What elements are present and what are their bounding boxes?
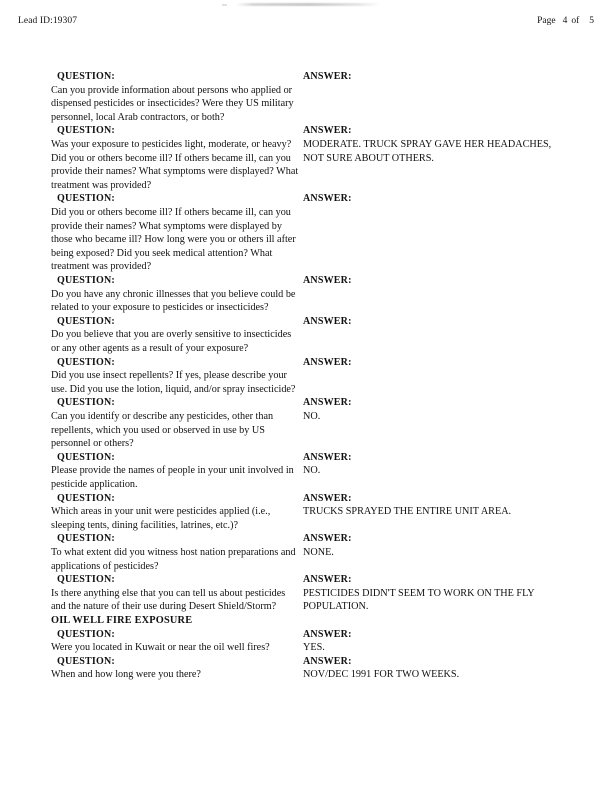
qa-row xyxy=(51,70,567,124)
question-label: QUESTION: xyxy=(57,655,115,667)
answer-text: YES. xyxy=(303,642,325,654)
qa-row xyxy=(51,573,567,614)
question-text: Were you located in Kuwait or near the oil well fires? xyxy=(51,642,270,654)
qa-row xyxy=(51,356,567,397)
page-number xyxy=(537,16,594,26)
question-label: QUESTION: xyxy=(57,574,115,586)
question-label: QUESTION: xyxy=(57,315,115,327)
qa-row xyxy=(51,396,567,450)
answer-column xyxy=(303,573,567,614)
question-text: Please provide the names of people in your unit involved in pesticide application. xyxy=(51,465,294,490)
answer-column xyxy=(303,274,567,288)
question-label: QUESTION: xyxy=(57,397,115,409)
answer-label: ANSWER: xyxy=(303,71,352,82)
qa-row xyxy=(51,451,567,492)
question-label: QUESTION: xyxy=(57,275,115,286)
qa-row xyxy=(51,532,567,573)
answer-text: TRUCKS SPRAYED THE ENTIRE UNIT AREA. xyxy=(303,506,512,518)
answer-label: ANSWER: xyxy=(303,574,352,586)
question-column xyxy=(51,70,299,124)
qa-row xyxy=(51,124,567,192)
qa-row xyxy=(51,274,567,315)
answer-text: MODERATE. TRUCK SPRAY GAVE HER HEADACHES, NOT SURE ABOUT OTHERS. xyxy=(303,138,552,164)
answer-label: ANSWER: xyxy=(303,125,352,137)
answer-text: NOV/DEC 1991 FOR TWO WEEKS. xyxy=(303,669,460,681)
page-number-total: 5 xyxy=(589,16,594,26)
scan-artifact-tick xyxy=(222,4,227,6)
question-text: Which areas in your unit were pesticides applied (i.e., sleeping tents, dining facilities, latrines, etc.)? xyxy=(51,506,271,531)
question-text: To what extent did you witness host nation preparations and applications of pesticides? xyxy=(51,546,296,572)
answer-column xyxy=(303,124,567,165)
answer-column xyxy=(303,655,567,682)
answer-label: ANSWER: xyxy=(303,451,352,463)
question-column xyxy=(51,396,299,450)
answer-column xyxy=(303,70,567,84)
question-column xyxy=(51,315,299,356)
question-text: When and how long were you there? xyxy=(51,669,201,681)
page-header xyxy=(18,16,594,32)
answer-label: ANSWER: xyxy=(303,397,352,409)
question-column xyxy=(51,124,299,192)
qa-row xyxy=(51,492,567,533)
answer-label: ANSWER: xyxy=(303,533,352,545)
question-column xyxy=(51,356,299,397)
question-text: Can you provide information about persons who applied or dispensed pesticides or insecticides? Were they US military personnel, local Arab contractors, or both? xyxy=(51,84,294,123)
question-label: QUESTION: xyxy=(57,125,115,137)
question-label: QUESTION: xyxy=(57,71,115,82)
answer-column xyxy=(303,396,567,423)
qa-row xyxy=(51,315,567,356)
answer-label: ANSWER: xyxy=(303,628,352,640)
page-number-current: 4 xyxy=(562,16,568,26)
question-text: Do you have any chronic illnesses that you believe could be related to your exposure to pesticides or insecticides? xyxy=(51,288,296,314)
question-text: Did you or others become ill? If others became ill, can you provide their names? What symptoms were displayed by those who became ill? How long were you or others ill after being exposed? Did you seek medical attention? What treatment was provided? xyxy=(51,206,296,273)
answer-label: ANSWER: xyxy=(303,356,352,368)
answer-label: ANSWER: xyxy=(303,492,352,504)
answer-column xyxy=(303,628,567,655)
answer-column xyxy=(303,315,567,329)
answer-label: ANSWER: xyxy=(303,193,352,205)
answer-column xyxy=(303,492,567,519)
section-heading: OIL WELL FIRE EXPOSURE xyxy=(51,615,193,626)
question-column xyxy=(51,274,299,315)
question-text: Can you identify or describe any pesticides, other than repellents, which you used or observed in use by US personnel or others? xyxy=(51,410,274,450)
qa-row xyxy=(51,192,567,274)
answer-label: ANSWER: xyxy=(303,655,352,667)
question-column xyxy=(51,451,299,492)
answer-label: ANSWER: xyxy=(303,275,352,286)
answer-label: ANSWER: xyxy=(303,315,352,327)
page-number-word: Page xyxy=(537,16,556,26)
question-text: Is there anything else that you can tell us about pesticides and the nature of their use during Desert Shield/Storm? xyxy=(51,587,286,613)
qa-row xyxy=(51,628,567,655)
answer-column xyxy=(303,532,567,559)
question-label: QUESTION: xyxy=(57,628,115,640)
question-label: QUESTION: xyxy=(57,451,115,463)
answer-text: NO. xyxy=(303,410,321,422)
question-column xyxy=(51,655,299,682)
qa-row xyxy=(51,655,567,682)
question-label: QUESTION: xyxy=(57,356,115,368)
question-label: QUESTION: xyxy=(57,533,115,545)
question-label: QUESTION: xyxy=(57,492,115,504)
scan-artifact-smudge xyxy=(236,3,380,6)
answer-text: NO. xyxy=(303,465,321,477)
answer-column xyxy=(303,356,567,370)
question-column xyxy=(51,573,299,614)
question-text: Was your exposure to pesticides light, moderate, or heavy? Did you or others become ill? If others became ill, can you provide their names? What symptoms were displayed? What treatment was provided? xyxy=(51,138,299,191)
question-column xyxy=(51,192,299,274)
page-number-of: of xyxy=(571,16,580,26)
question-label: QUESTION: xyxy=(57,193,115,205)
answer-column xyxy=(303,451,567,478)
lead-id: Lead ID:19307 xyxy=(18,16,78,26)
question-column xyxy=(51,492,299,533)
qa-content xyxy=(51,70,567,682)
answer-column xyxy=(303,192,567,206)
answer-text: PESTICIDES DIDN'T SEEM TO WORK ON THE FLY POPULATION. xyxy=(303,587,535,613)
question-column xyxy=(51,532,299,573)
question-text: Do you believe that you are overly sensitive to insecticides or any other agents as a result of your exposure? xyxy=(51,329,292,354)
question-text: Did you use insect repellents? If yes, please describe your use. Did you use the lotion, liquid, and/or spray insecticide? xyxy=(51,370,296,395)
question-column xyxy=(51,628,299,655)
answer-text: NONE. xyxy=(303,546,334,558)
